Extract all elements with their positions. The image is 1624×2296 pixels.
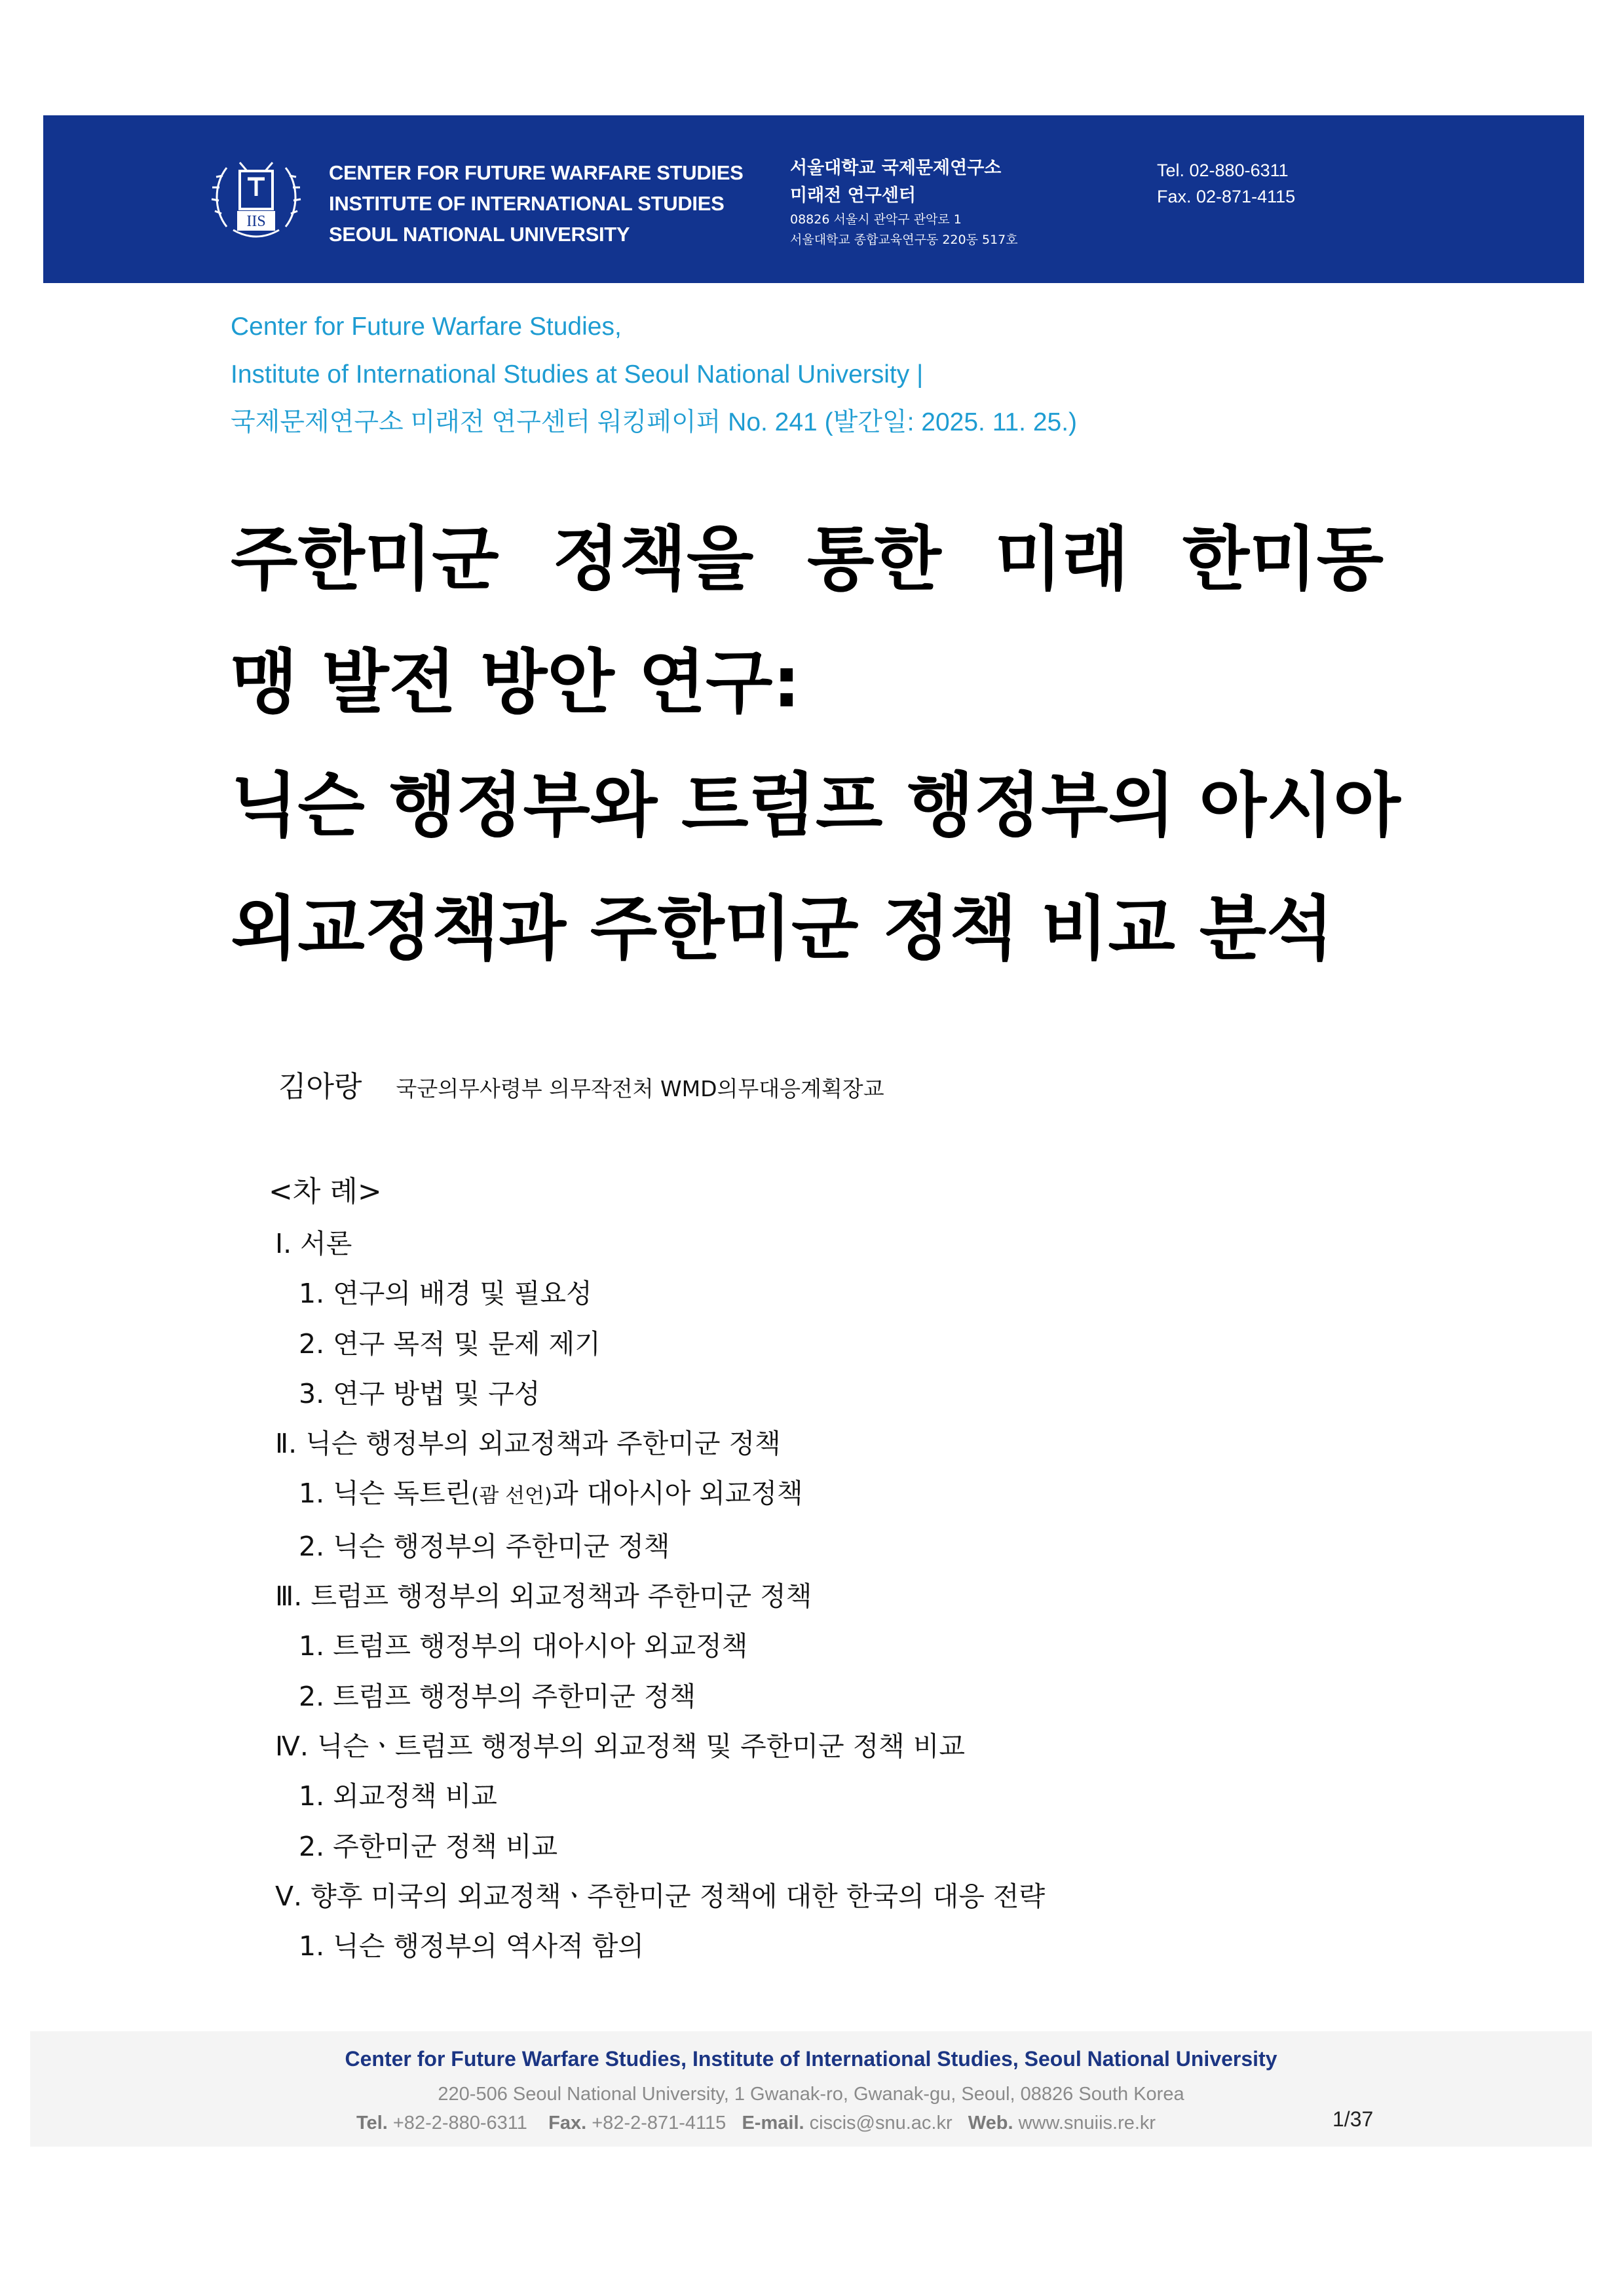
header-fax: Fax. 02-871-4115 [1157, 187, 1296, 206]
footer-contact [356, 2113, 1156, 2134]
toc-item: 2. 연구 목적 및 문제 제기 [299, 1328, 601, 1360]
toc-item [275, 1468, 1045, 1521]
footer-email-link[interactable]: ciscis@snu.ac.kr [809, 2113, 953, 2133]
toc-item: 3. 연구 방법 및 구성 [299, 1377, 540, 1409]
institute-english-name [329, 157, 744, 250]
footer-tel-label: Tel. [356, 2113, 388, 2133]
toc-item-part: 1. 닉슨 독트린 [299, 1478, 472, 1510]
kr-address-line-1: 08826 서울시 관악구 관악로 1 [790, 212, 962, 227]
toc-item: 1. 트럼프 행정부의 대아시아 외교정책 [299, 1630, 748, 1662]
working-paper-series-info [231, 303, 1077, 446]
toc-item: Ⅳ. 닉슨ㆍ트럼프 행정부의 외교정책 및 주한미군 정책 비교 [275, 1730, 966, 1762]
toc-item-part: 과 대아시아 외교정책 [552, 1478, 803, 1510]
toc-item: Ⅰ. 서론 [275, 1228, 352, 1259]
title-line-4: 외교정책과 주한미군 정책 비교 분석 [231, 889, 1334, 969]
title-line-1: 주한미군 정책을 통한 미래 한미동 [231, 519, 1384, 600]
footer-email-label: E-mail. [742, 2113, 804, 2133]
toc-item: Ⅱ. 닉슨 행정부의 외교정책과 주한미군 정책 [275, 1428, 781, 1460]
header-contact [1157, 157, 1295, 210]
table-of-contents [275, 1219, 1045, 1971]
institute-seal-logo [207, 148, 305, 246]
page-number: 1/37 [1332, 2107, 1374, 2131]
title-line-3: 닉슨 행정부와 트럼프 행정부의 아시아 [231, 765, 1401, 846]
logo-text: IIS [246, 213, 266, 230]
toc-item: 1. 연구의 배경 및 필요성 [299, 1278, 592, 1310]
toc-item: 1. 닉슨 행정부의 역사적 함의 [299, 1930, 644, 1962]
toc-item: 1. 외교정책 비교 [299, 1780, 497, 1812]
footer-address: 220-506 Seoul National University, 1 Gwanak-ro, Gwanak-gu, Seoul, 08826 South Korea [438, 2084, 1184, 2105]
page-footer [30, 2031, 1592, 2147]
toc-item: 2. 닉슨 행정부의 주한미군 정책 [299, 1530, 670, 1562]
paper-title [231, 498, 1401, 991]
en-name-line-3: SEOUL NATIONAL UNIVERSITY [329, 223, 630, 246]
series-line-3: 국제문제연구소 미래전 연구센터 워킹페이퍼 No. 241 (발간일: 2025. 11. 25.) [231, 408, 1078, 436]
toc-item-note: (괌 선언) [471, 1484, 553, 1508]
kr-address-line-2: 서울대학교 종합교육연구동 220동 517호 [790, 233, 1018, 247]
author-name: 김아랑 [278, 1070, 362, 1103]
series-line-2: Institute of International Studies at Seoul National University | [231, 360, 924, 389]
footer-web-label: Web. [968, 2113, 1013, 2133]
kr-name-line-2: 미래전 연구센터 [790, 185, 916, 206]
title-line-2: 맹 발전 방안 연구: [231, 642, 801, 723]
header-banner [43, 115, 1584, 283]
series-line-1: Center for Future Warfare Studies, [231, 313, 622, 341]
en-name-line-1: CENTER FOR FUTURE WARFARE STUDIES [329, 161, 744, 184]
footer-organization: Center for Future Warfare Studies, Institute of International Studies, Seoul National University [345, 2047, 1277, 2071]
institute-korean-name [790, 155, 1018, 250]
toc-item: 2. 주한미군 정책 비교 [299, 1830, 558, 1862]
footer-fax: +82-2-871-4115 [592, 2113, 727, 2133]
toc-item: Ⅲ. 트럼프 행정부의 외교정책과 주한미군 정책 [275, 1580, 812, 1613]
header-tel: Tel. 02-880-6311 [1157, 161, 1289, 180]
toc-heading: <차 례> [269, 1175, 382, 1208]
author-affiliation: 국군의무사령부 의무작전처 WMD의무대응계획장교 [396, 1076, 884, 1101]
author-block [278, 1063, 884, 1105]
footer-tel: +82-2-880-6311 [392, 2113, 527, 2133]
footer-web-link[interactable]: www.snuiis.re.kr [1018, 2113, 1156, 2133]
kr-name-line-1: 서울대학교 국제문제연구소 [790, 158, 1002, 178]
toc-item: 2. 트럼프 행정부의 주한미군 정책 [299, 1680, 696, 1712]
toc-item: Ⅴ. 향후 미국의 외교정책ㆍ주한미군 정책에 대한 한국의 대응 전략 [275, 1880, 1046, 1912]
footer-fax-label: Fax. [548, 2113, 587, 2133]
en-name-line-2: INSTITUTE OF INTERNATIONAL STUDIES [329, 192, 725, 215]
